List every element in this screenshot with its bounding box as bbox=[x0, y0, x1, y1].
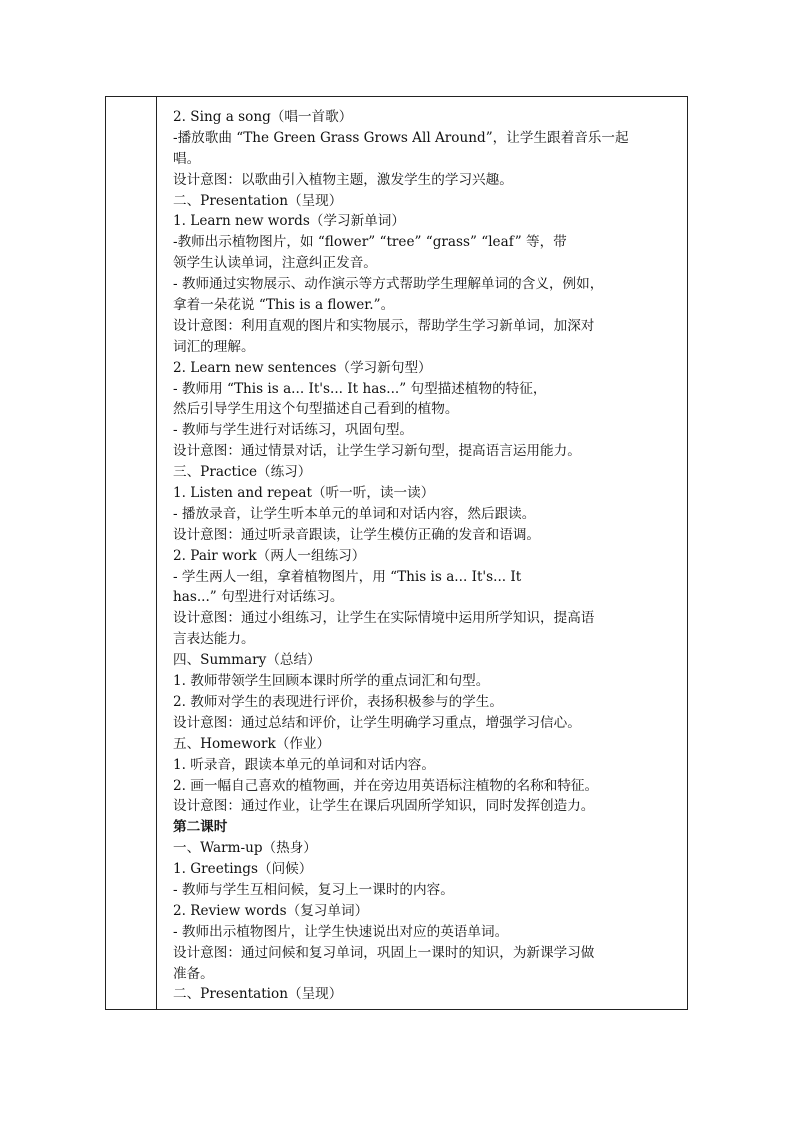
content-line: - 教师通过实物展示、动作演示等方式帮助学生理解单词的含义，例如， bbox=[173, 276, 604, 293]
content-line: - 教师用 “This is a... It's... It has...” 句型描述植物的特征， bbox=[173, 380, 547, 397]
content-line: 1. 听录音，跟读本单元的单词和对话内容。 bbox=[173, 756, 435, 773]
content-line: 词汇的理解。 bbox=[173, 338, 255, 355]
content-line: 1. 教师带领学生回顾本课时所学的重点词汇和句型。 bbox=[173, 673, 490, 690]
content-line: 设计意图：通过问候和复习单词，巩固上一课时的知识，为新课学习做 bbox=[173, 944, 595, 961]
content-line: 领学生认读单词，注意纠正发音。 bbox=[173, 255, 377, 272]
section-heading: 第二课时 bbox=[173, 819, 228, 836]
content-line: -教师出示植物图片，如 “flower” “tree” “grass” “leaf” 等，带 bbox=[173, 234, 567, 251]
content-line: 1. Greetings（问候） bbox=[173, 861, 313, 878]
content-line: - 教师出示植物图片，让学生快速说出对应的英语单词。 bbox=[173, 923, 509, 940]
lesson-content bbox=[173, 107, 677, 1005]
content-line: - 学生两人一组，拿着植物图片，用 “This is a... It's... It bbox=[173, 568, 522, 585]
content-line: has...” 句型进行对话练习。 bbox=[173, 589, 344, 606]
content-line: 三、Practice（练习） bbox=[173, 464, 312, 481]
content-line: - 教师与学生互相问候，复习上一课时的内容。 bbox=[173, 881, 454, 898]
content-line: 一、Warm-up（热身） bbox=[173, 840, 317, 857]
content-line: 设计意图：通过小组练习，让学生在实际情境中运用所学知识，提高语 bbox=[173, 610, 595, 627]
content-line: 2. Pair work（两人一组练习） bbox=[173, 547, 366, 564]
content-line: 1. Learn new words（学习新单词） bbox=[173, 213, 405, 230]
content-line: 二、Presentation（呈现） bbox=[173, 192, 343, 209]
content-line: 2. Review words（复习单词） bbox=[173, 902, 369, 919]
content-line: 设计意图：以歌曲引入植物主题，激发学生的学习兴趣。 bbox=[173, 171, 513, 188]
lesson-plan-table bbox=[105, 96, 688, 1010]
content-line: 言表达能力。 bbox=[173, 631, 255, 648]
content-line: -播放歌曲 “The Green Grass Grows All Around”，让学生跟着音乐一起 bbox=[173, 129, 629, 146]
content-line: 设计意图：通过总结和评价，让学生明确学习重点，增强学习信心。 bbox=[173, 714, 581, 731]
content-line: 五、Homework（作业） bbox=[173, 735, 331, 752]
content-line: 设计意图：利用直观的图片和实物展示，帮助学生学习新单词，加深对 bbox=[173, 317, 595, 334]
content-line: - 播放录音，让学生听本单元的单词和对话内容，然后跟读。 bbox=[173, 505, 536, 522]
content-line: 2. 画一幅自己喜欢的植物画，并在旁边用英语标注植物的名称和特征。 bbox=[173, 777, 599, 794]
label-column bbox=[106, 97, 157, 1009]
content-line: 四、Summary（总结） bbox=[173, 652, 321, 669]
content-line: 准备。 bbox=[173, 965, 214, 982]
content-line: 二、Presentation（呈现） bbox=[173, 986, 343, 1003]
content-line: 设计意图：通过听录音跟读，让学生模仿正确的发音和语调。 bbox=[173, 526, 541, 543]
content-line: 设计意图：通过作业，让学生在课后巩固所学知识，同时发挥创造力。 bbox=[173, 798, 595, 815]
content-line: 2. Learn new sentences（学习新句型） bbox=[173, 359, 432, 376]
content-line: 设计意图：通过情景对话，让学生学习新句型，提高语言运用能力。 bbox=[173, 443, 581, 460]
content-line: 然后引导学生用这个句型描述自己看到的植物。 bbox=[173, 401, 459, 418]
content-line: 2. Sing a song（唱一首歌） bbox=[173, 109, 353, 125]
content-line: 2. 教师对学生的表现进行评价，表扬积极参与的学生。 bbox=[173, 693, 503, 710]
content-line: - 教师与学生进行对话练习，巩固句型。 bbox=[173, 422, 414, 439]
content-line: 拿着一朵花说 “This is a flower.”。 bbox=[173, 297, 395, 314]
content-line: 1. Listen and repeat（听一听，读一读） bbox=[173, 485, 435, 502]
content-line: 唱。 bbox=[173, 150, 201, 167]
